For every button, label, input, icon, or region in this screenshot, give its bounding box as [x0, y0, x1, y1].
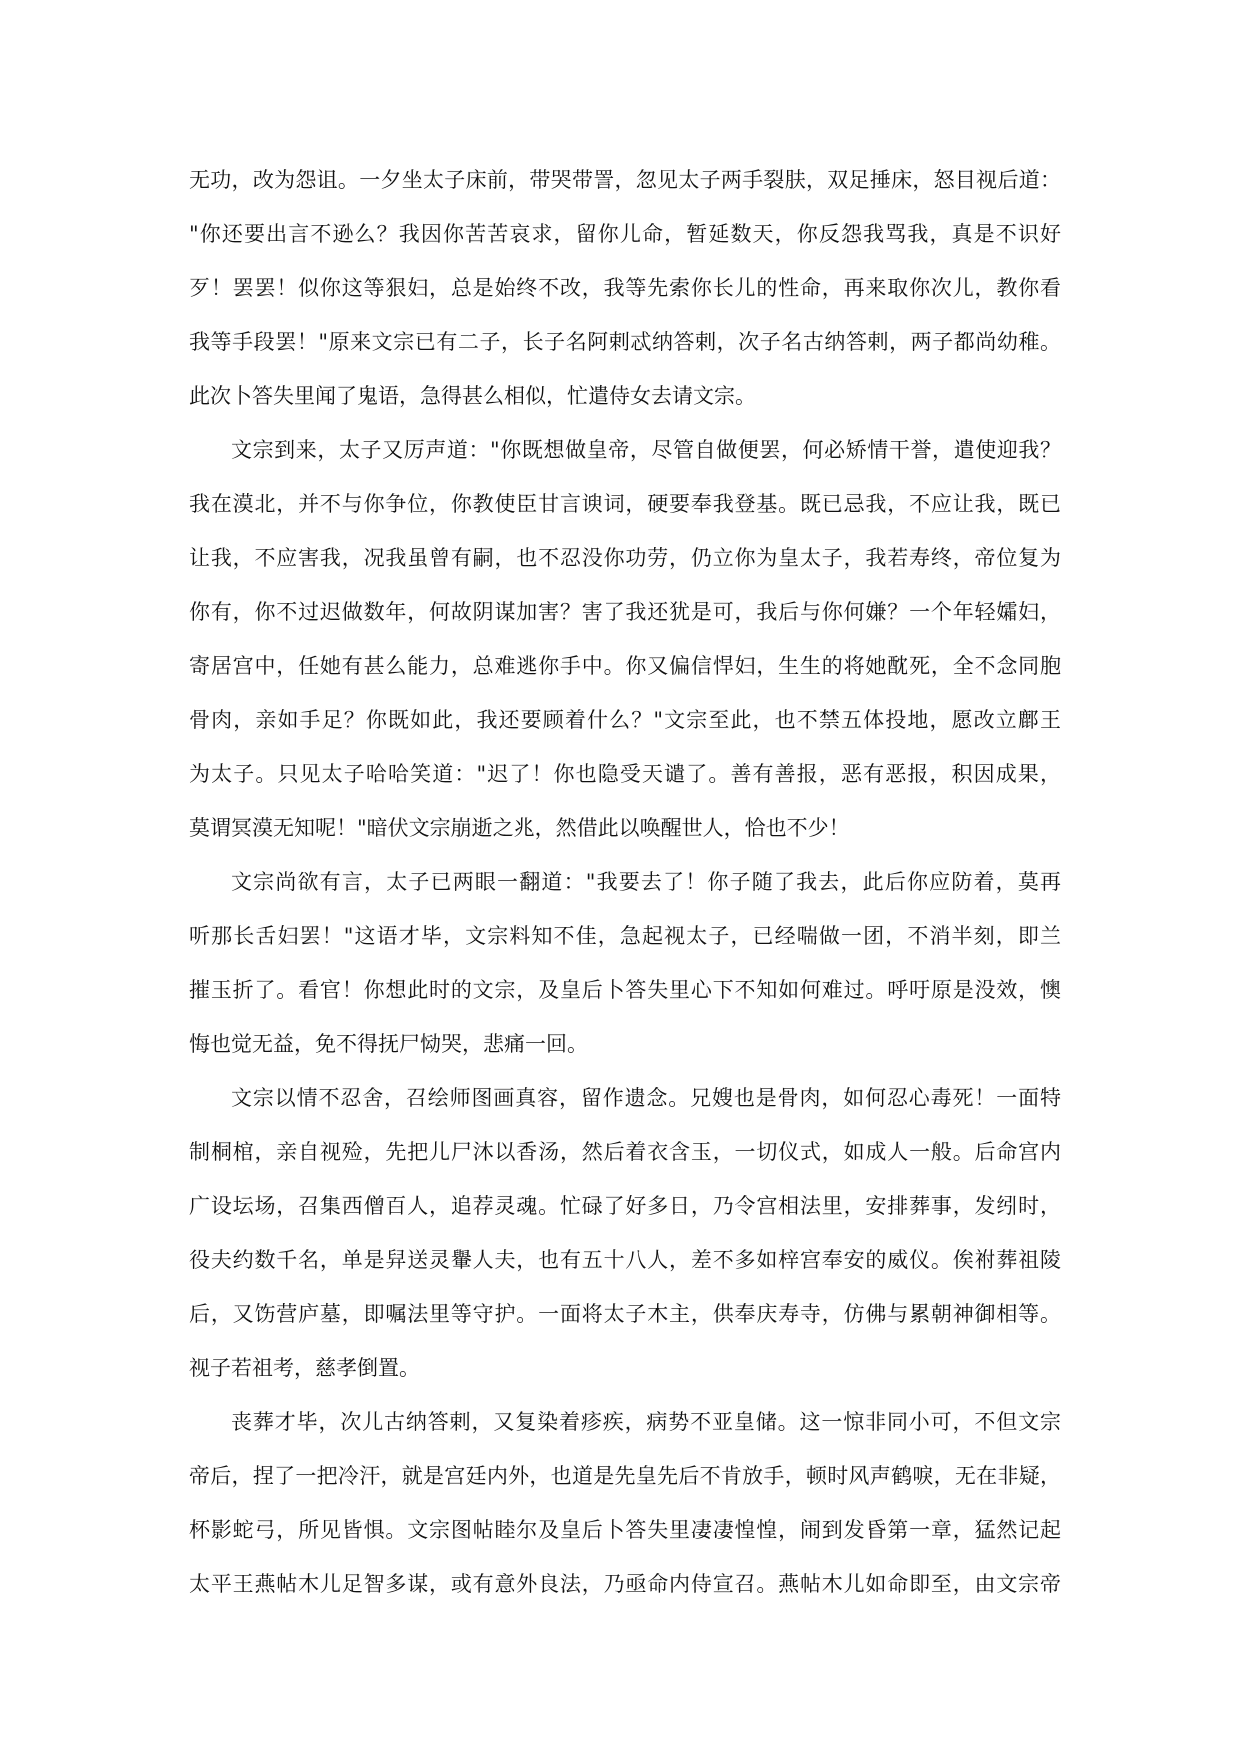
text-line: 莫谓冥漠无知呢！"暗伏文宗崩逝之兆，然借此以唤醒世人，恰也不少！ — [189, 816, 850, 840]
text-line: 为太子。只见太子哈哈笑道："迟了！你也隐受天谴了。善有善报，恶有恶报，积因成果， — [189, 762, 1061, 786]
text-line: 寄居宫中，任她有甚么能力，总难逃你手中。你又偏信悍妇，生生的将她酖死，全不念同胞 — [189, 654, 1061, 678]
text-line: 丧葬才毕，次儿古纳答剌，又复染着疹疾，病势不亚皇储。这一惊非同小可，不但文宗 — [231, 1410, 1061, 1434]
paragraph-5 — [189, 1395, 1061, 1611]
text-line: 后，又饬营庐墓，即嘱法里等守护。一面将太子木主，供奉庆寿寺，仿佛与累朝神御相等。 — [189, 1302, 1061, 1326]
paragraph-2 — [189, 423, 1061, 855]
paragraph-1 — [189, 153, 1061, 423]
text-line: 我在漠北，并不与你争位，你教使臣甘言谀词，硬要奉我登基。既已忌我，不应让我，既已 — [189, 492, 1061, 516]
text-line: 文宗尚欲有言，太子已两眼一翻道："我要去了！你子随了我去，此后你应防着，莫再 — [231, 870, 1061, 894]
text-line: 太平王燕帖木儿足智多谋，或有意外良法，乃亟命内侍宣召。燕帖木儿如命即至，由文宗帝 — [189, 1572, 1061, 1596]
text-line: 役夫约数千名，单是舁送灵轝人夫，也有五十八人，差不多如梓宫奉安的威仪。俟祔葬祖陵 — [189, 1248, 1061, 1272]
text-line: 我等手段罢！"原来文宗已有二子，长子名阿剌忒纳答剌，次子名古纳答剌，两子都尚幼稚。 — [189, 330, 1061, 354]
text-line: 歹！罢罢！似你这等狠妇，总是始终不改，我等先索你长儿的性命，再来取你次儿，教你看 — [189, 276, 1061, 300]
body-text — [189, 153, 1061, 1611]
text-line: 无功，改为怨诅。一夕坐太子床前，带哭带詈，忽见太子两手裂肤，双足捶床，怒目视后道： — [189, 168, 1061, 192]
text-line: 让我，不应害我，况我虽曾有嗣，也不忍没你功劳，仍立你为皇太子，我若寿终，帝位复为 — [189, 546, 1061, 570]
text-line: 听那长舌妇罢！"这语才毕，文宗料知不佳，急起视太子，已经喘做一团，不消半刻，即兰 — [189, 924, 1061, 948]
text-line: 摧玉折了。看官！你想此时的文宗，及皇后卜答失里心下不知如何难过。呼吁原是没效，懊 — [189, 978, 1061, 1002]
text-line: 制桐棺，亲自视殓，先把儿尸沐以香汤，然后着衣含玉，一切仪式，如成人一般。后命宫内 — [189, 1140, 1061, 1164]
text-line: 骨肉，亲如手足？你既如此，我还要顾着什么？"文宗至此，也不禁五体投地，愿改立鄜王 — [189, 708, 1061, 732]
text-line: 杯影蛇弓，所见皆惧。文宗图帖睦尔及皇后卜答失里凄凄惶惶，闹到发昏第一章，猛然记起 — [189, 1518, 1061, 1542]
text-line: 你有，你不过迟做数年，何故阴谋加害？害了我还犹是可，我后与你何嫌？一个年轻孀妇， — [189, 600, 1061, 624]
text-line: 文宗到来，太子又厉声道："你既想做皇帝，尽管自做便罢，何必矫情干誉，遣使迎我？ — [231, 438, 1061, 462]
text-line: 此次卜答失里闻了鬼语，急得甚么相似，忙遣侍女去请文宗。 — [189, 384, 756, 408]
text-line: 悔也觉无益，免不得抚尸恸哭，悲痛一回。 — [189, 1032, 588, 1056]
text-line: 广设坛场，召集西僧百人，追荐灵魂。忙碌了好多日，乃令宫相法里，安排葬事，发纼时， — [189, 1194, 1061, 1218]
text-line: "你还要出言不逊么？我因你苦苦哀求，留你儿命，暂延数天，你反怨我骂我，真是不识好 — [189, 222, 1061, 246]
text-line: 文宗以情不忍舍，召绘师图画真容，留作遗念。兄嫂也是骨肉，如何忍心毒死！一面特 — [231, 1086, 1061, 1110]
text-line: 帝后，捏了一把冷汗，就是宫廷内外，也道是先皇先后不肯放手，顿时风声鹤唳，无在非疑， — [189, 1464, 1061, 1488]
paragraph-3 — [189, 855, 1061, 1071]
text-line: 视子若祖考，慈孝倒置。 — [189, 1356, 420, 1380]
paragraph-4 — [189, 1071, 1061, 1395]
